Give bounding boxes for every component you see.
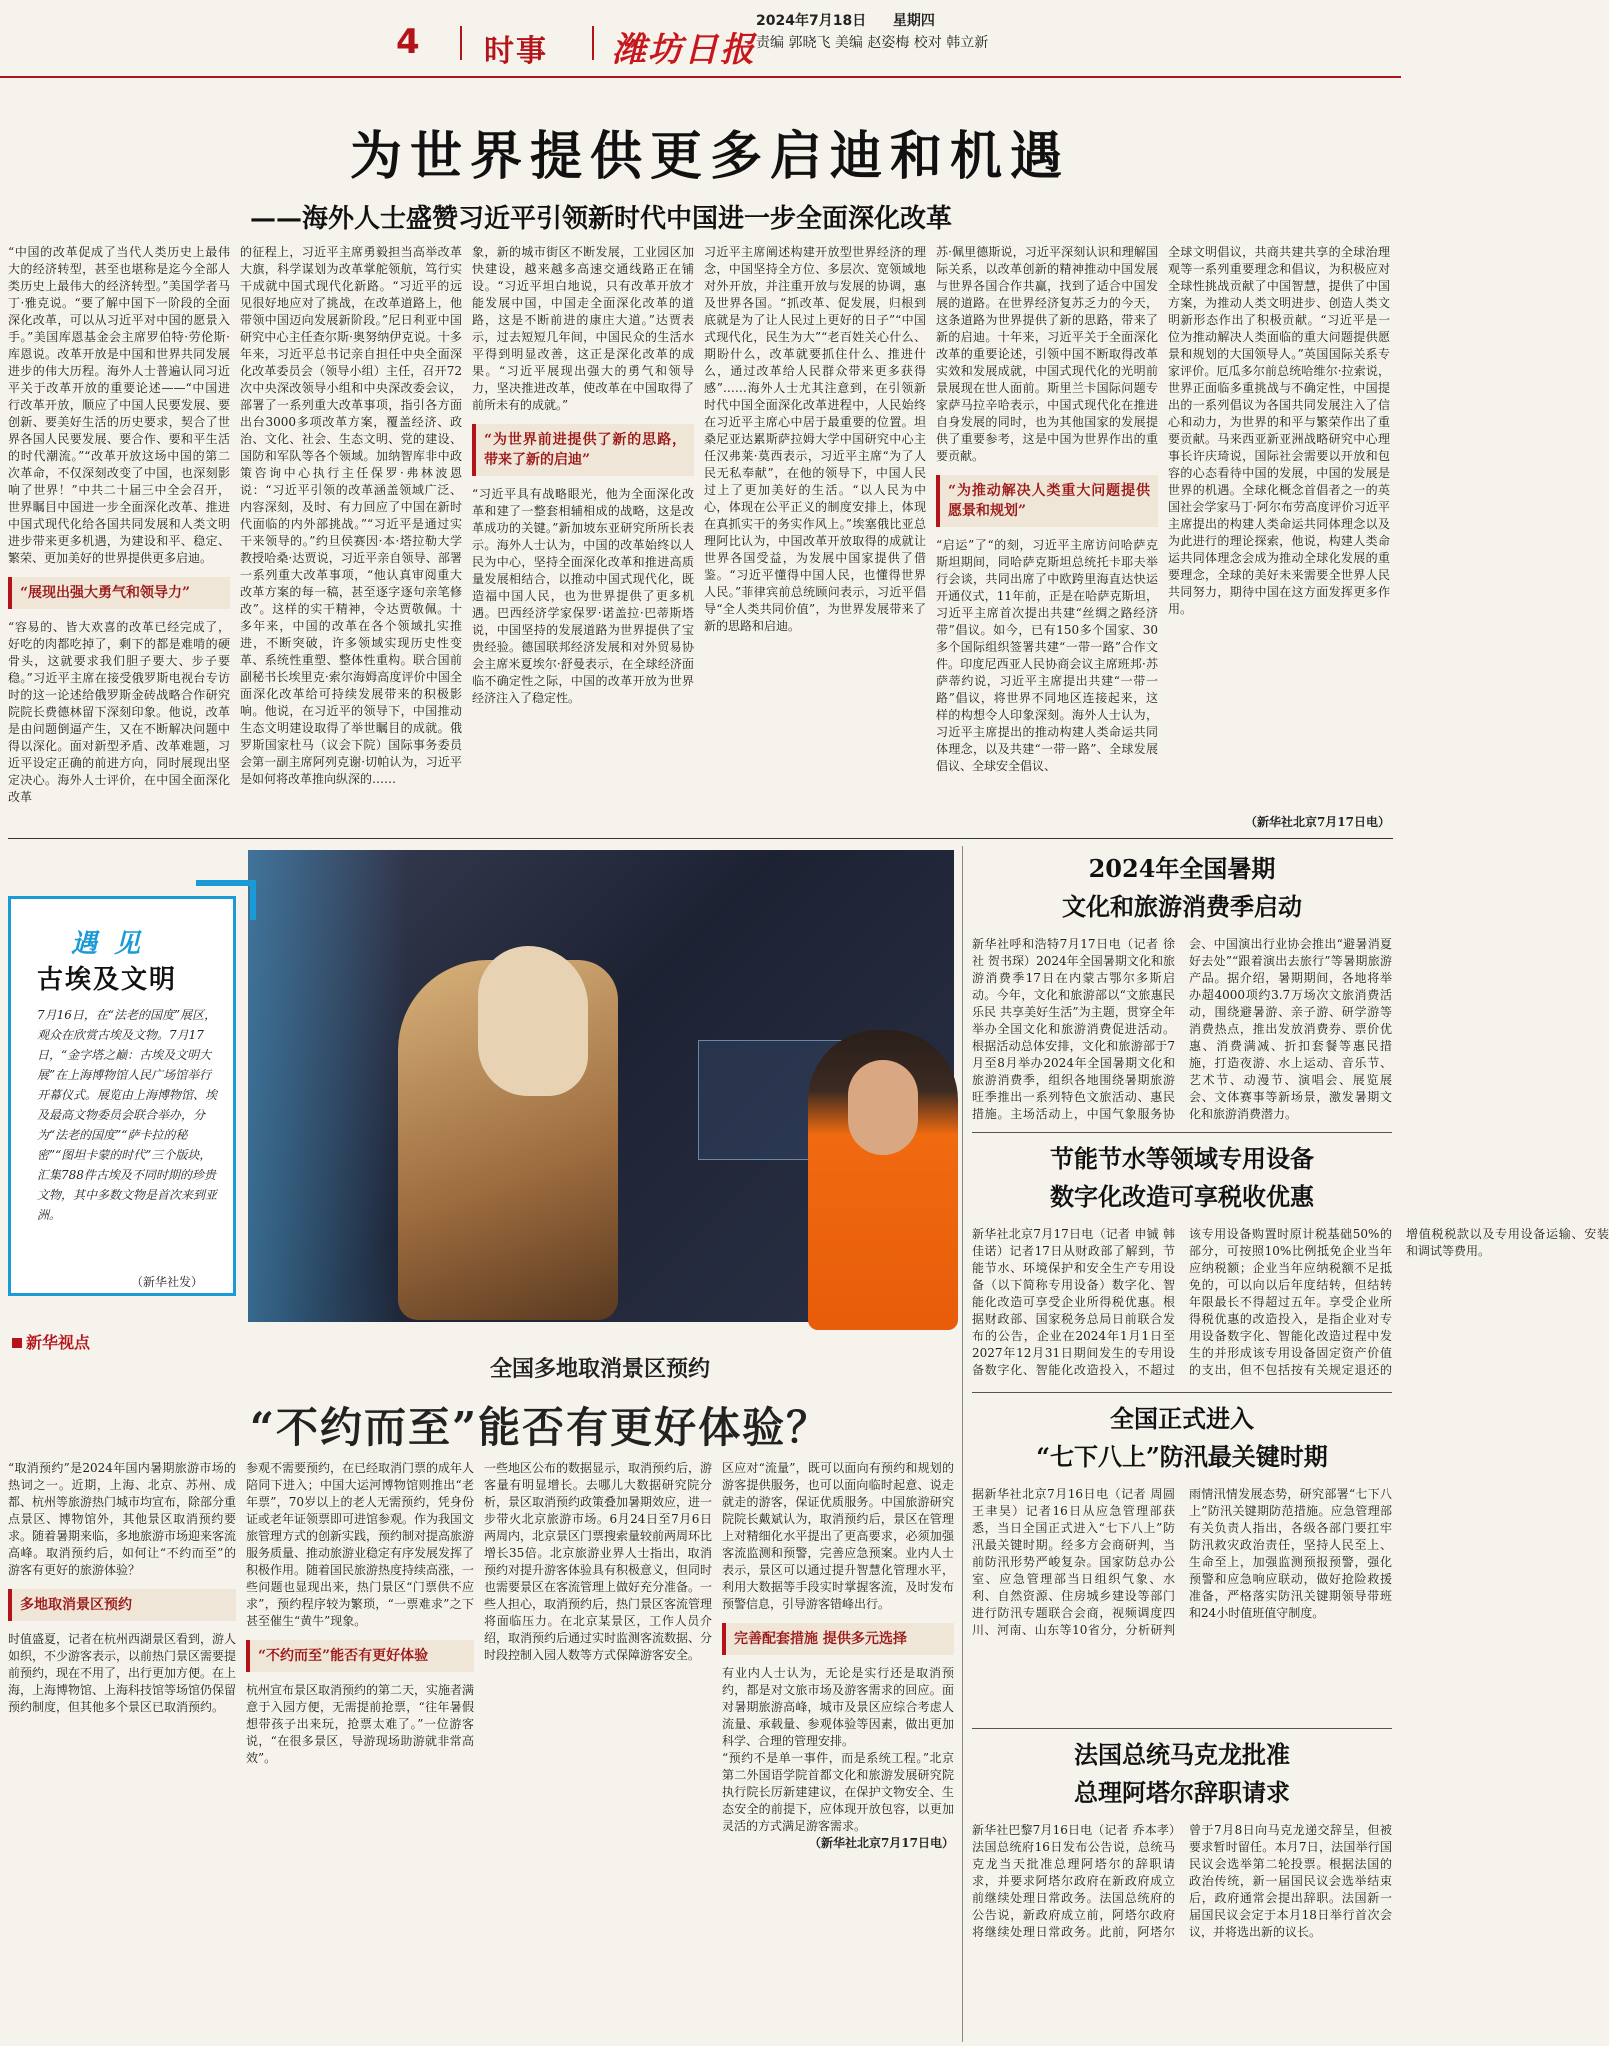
right-article-4-title <box>972 1736 1392 1812</box>
main-headline: 为世界提供更多启迪和机遇 <box>349 126 1070 187</box>
main-article-col-2 <box>240 244 462 814</box>
card-kicker: 遇 见 <box>71 929 145 959</box>
paragraph: 象，新的城市街区不断发展，工业园区加快建设，越来越多高速交通线路正在铺设。“习近平坦白地说，只有改革开放才能发展中国，中国走全面深化改革的道路，这是不断前进的康庄大道。”达贾表示，过去短短几年间，中国民众的生活水平得到明显改善，这正是深化改革的成果。“习近平展现出强大的勇气和领导力，坚决推进改革，使改革在中国取得了前所未有的成就。” <box>472 245 694 412</box>
paragraph: “取消预约”是2024年国内暑期旅游市场的热词之一。近期，上海、北京、苏州、成都、杭州等旅游热门城市均宣布，除部分重点景区、博物馆外，其他景区取消预约要求。随着暑期来临，多地旅游市场迎来客流高峰。取消预约后，如何让“不约而至”的游客有更好的旅游体验？ <box>8 1461 237 1577</box>
column-divider <box>962 846 963 2042</box>
right-article-2-title <box>972 1140 1392 1216</box>
title-line: 法国总统马克龙批准 <box>1074 1740 1290 1769</box>
paragraph: 参观不需要预约，在已经取消门票的成年人陪同下进入；中国大运河博物馆则推出“老年票”，70岁以上的老人无需预约，凭身份证或老年证领票即可进馆参观。作为我国文旅管理方式的创新实践，预约制对提高旅游服务质量、推动旅游业稳定有序发展发挥了积极作用。随着国民旅游热度持续高涨，一些问题也显现出来，热门景区“门票供不应求”，预约程序较为繁琐，“一票难求”之下甚至催生“黄牛”现象。 <box>246 1461 475 1628</box>
article-divider <box>972 1728 1392 1729</box>
article-divider <box>972 1392 1392 1393</box>
xinhua-col-1 <box>8 1460 236 2040</box>
masthead-divider <box>460 26 462 60</box>
right-article-3-body: 据新华社北京7月16日电（记者 周圆 王聿昊）记者16日从应急管理部获悉，当日全国正式进入“七下八上”防汛最关键时期。经多方会商研判，当前防汛形势严峻复杂。国家防总办公室、应急管理部当日组织气象、水利、自然资源、住房城乡建设等部门进行防汛专题联合会商，视频调度四川、河南、山东等10省分，分析研判雨情汛情发展态势，研究部署“七下八上”防汛关键期防范措施。应急管理部有关负责人指出，各级各部门要扛牢防汛救灾政治责任，坚持人民至上、生命至上，加强监测预报预警，强化预警和应急响应联动，做好抢险救援准备，严格落实防汛关键期领导带班和24小时值班值守制度。 <box>972 1487 1392 1637</box>
xinhua-col-3 <box>484 1460 712 2040</box>
article-divider <box>972 1132 1392 1133</box>
right-article-1-body: 新华社呼和浩特7月17日电（记者 徐社 贺书琛）2024年全国暑期文化和旅游消费季17日在内蒙古鄂尔多斯启动。今年，文化和旅游部以“文旅惠民乐民 共享美好生活”为主题，贯穿全年举办全国文化和旅游消费促进活动。根据活动总体安排，文化和旅游部于7月至8月举办2024年全国暑期文化和旅游消费季，组织各地围绕暑期旅游旺季推出一系列特色文旅活动、惠民措施。主场活动上，中国气象服务协会、中国演出行业协会推出“避暑消夏好去处”“跟着演出去旅行”等暑期旅游产品。据介绍，暑期期间，各地将举办超4000项约3.7万场次文旅消费活动，围绕避暑游、亲子游、研学游等消费热点，推出发放消费券、票价优惠、消费满减、折扣套餐等惠民措施，打造夜游、水上运动、音乐节、艺术节、动漫节、演唱会、展览展会、文体赛事等新场景，激发暑期文化和旅游消费潜力。 <box>972 937 1392 1121</box>
paragraph: “习近平具有战略眼光，他为全面深化改革和建了一整套相辅相成的战略，这是改革成功的关键。”新加坡东亚研究所所长表示。海外人士认为，中国的改革始终以人民为中心，坚持全面深化改革和推进高质量发展相结合，以推动中国式现代化，既造福中国人民，也为世界提供了更多机遇。巴西经济学家保罗·诺盖拉·巴蒂斯塔说，中国坚持的发展道路为世界提供了宝贵经验。德国联邦经济发展和对外贸易协会主席米夏埃尔·舒曼表示，在全球经济面临不确定性之际，中国的改革开放为世界经济注入了稳定性。 <box>472 487 694 705</box>
paragraph: “容易的、皆大欢喜的改革已经完成了，好吃的肉都吃掉了，剩下的都是难啃的硬骨头，这就要求我们胆子要大、步子要稳。”习近平主席在接受俄罗斯电视台专访时的这一论述给俄罗斯金砖战略合作研究院院长费德林留下深刻印象。他说，改革是由问题倒逼产生，又在不断解决问题中得以深化。面对新型矛盾、改革难题，习近平设定正确的前进方向，同时展现出坚定决心。海外人士评价，在中国全面深化改革 <box>8 620 230 804</box>
title-line: 2024年全国暑期 <box>1088 854 1276 883</box>
title-line: 文化和旅游消费季启动 <box>1062 892 1302 921</box>
title-line: 全国正式进入 <box>1110 1404 1254 1433</box>
issue-weekday: 星期四 <box>892 13 935 29</box>
title-line: 数字化改造可享税收优惠 <box>1050 1182 1314 1211</box>
main-article-col-4 <box>704 244 926 814</box>
subheading: “为推动解决人类重大问题提供愿景和规划” <box>936 475 1158 527</box>
subheading: “为世界前进提供了新的思路，带来了新的启迪” <box>472 424 694 476</box>
main-article-col-1 <box>8 244 230 814</box>
subheading: “不约而至”能否有更好体验 <box>246 1640 474 1672</box>
photo-egyptian-exhibition <box>248 850 954 1322</box>
main-article-col-3 <box>472 244 694 814</box>
paragraph: 全球文明倡议，共商共建共享的全球治理观等一系列重要理念和倡议，为积极应对全球性挑战贡献了中国智慧，提供了中国方案，为推动人类文明进步、创造人类文明新形态作出了积极贡献。“习近平是一位为推动解决人类面临的重大问题提供愿景和规划的大国领导人。”英国国际关系专家评价。厄瓜多尔前总统哈维尔·拉索说，世界正面临多重挑战与不确定性，中国提出的一系列倡议为各国共同发展注入了信心和动力，为世界的和平与繁荣作出了重要贡献。马来西亚新亚洲战略研究中心理事长许庆琦说，国际社会需要以开放和包容的心态看待中国的发展，中国的发展是世界的机遇。全球化概念首倡者之一的英国社会学家马丁·阿尔布劳高度评价习近平主席提出的构建人类命运共同体理念以及为此进行的理论探索，他说，构建人类命运共同体理念会成为推动全球化发展的重要理念，全球的美好未来需要全世界人民共同努力，期待中国在这方面发挥更多作用。 <box>1168 245 1390 616</box>
right-article-3-title <box>972 1400 1392 1476</box>
masthead-divider <box>592 26 594 60</box>
feature-card <box>8 896 236 1296</box>
xinhua-byline: （新华社北京7月17日电） <box>808 1836 954 1850</box>
xinhua-col-4 <box>722 1460 954 2040</box>
paper-name-logo: 潍坊日报 <box>612 30 756 70</box>
masthead <box>0 0 1401 78</box>
paragraph: 习近平主席阐述构建开放型世界经济的理念，中国坚持全方位、多层次、宽领域地对外开放，并注重开放与发展的协调，惠及世界各国。“抓改革、促发展，归根到底就是为了让人民过上更好的日子”“中国式现代化，民生为大”“老百姓关心什么、期盼什么，改革就要抓住什么、推进什么，通过改革给人民群众带来更多获得感”……海外人士尤其注意到，在引领新时代中国全面深化改革进程中，人民始终在习近平主席心中居于最重要的位置。坦桑尼亚达累斯萨拉姆大学中国研究中心主任汉弗莱·莫西表示，习近平主席“为了人民无私奉献”，在他的领导下，中国人民过上了更加美好的生活。“以人民为中心，体现在公平正义的制度安排上，体现在真抓实干的务实作风上。”埃塞俄比亚总理阿比认为，中国改革开放取得的成就让世界各国受益，为发展中国家提供了借鉴。“习近平懂得中国人民，也懂得世界人民。”菲律宾前总统顾问表示，习近平倡导“全人类共同价值”，为世界发展带来了新的思路和启迪。 <box>704 245 926 633</box>
subheading: “展现出强大勇气和领导力” <box>8 577 230 609</box>
main-article-col-6 <box>1168 244 1390 814</box>
main-subheadline: ——海外人士盛赞习近平引领新时代中国进一步全面深化改革 <box>250 204 953 234</box>
xinhua-kicker: 全国多地取消景区预约 <box>489 1356 710 1382</box>
title-line: 总理阿塔尔辞职请求 <box>1074 1778 1290 1807</box>
masthead-info <box>756 10 988 54</box>
subheading: 完善配套措施 提供多元选择 <box>722 1623 954 1655</box>
paragraph: “中国的改革促成了当代人类历史上最伟大的经济转型，甚至也堪称是迄今全部人类历史上最伟大的经济转型。”美国学者马丁·雅克说。“要了解中国下一阶段的全面深化改革，可以从习近平对中国的愿景入手。”美国库恩基金会主席罗伯特·劳伦斯·库恩说。改革开放是中国和世界共同发展进步的伟大历程。海外人士普遍认同习近平关于改革开放的重要论述——“中国进行改革开放，顺应了中国人民要发展、要创新、要美好生活的历史要求，契合了世界各国人民要发展、要合作、要和平生活的时代潮流。”“改革开放这场中国的第二次革命，不仅深刻改变了中国，也深刻影响了世界！”中共二十届三中全会召开，世界瞩目中国进一步全面深化改革、推进中国式现代化给各国共同发展和人类文明进步带来更多机遇，为建设和平、稳定、繁荣、更加美好的世界提供更多启迪。 <box>8 245 230 565</box>
editors-line: 责编 郭晓飞 美编 赵姿梅 校对 韩立新 <box>756 35 989 51</box>
paragraph: 的征程上，习近平主席勇毅担当高举改革大旗，科学谋划为改革掌舵领航，笃行实干成就中国式现代化新路。“习近平的远见很好地应对了挑战，在改革道路上，他带领中国迈向发展新阶段。”尼日利亚中国研究中心主任查尔斯·奥努纳伊克说。十多年来，习近平总书记亲自担任中央全面深化改革委员会（领导小组）主任，召开72次中央深改领导小组和中央深改委会议，部署了一系列重大改革事项，指引各方面出台3000多项改革方案，覆盖经济、政治、文化、社会、生态文明、党的建设、国防和军队等各个领域。加纳智库非中政策咨询中心执行主任保罗·弗林波恩说：“习近平引领的改革涵盖领域广泛、内容深刻，及时、有力回应了中国在新时代面临的内外部挑战。”“习近平是通过实干来领导的。”约旦侯赛因·本·塔拉勒大学教授哈桑·达贾说，习近平亲自领导、部署一系列重大改革事项，“他认真审阅重大改革方案的每一稿，甚至逐字逐句亲笔修改”。这样的实干精神，令达贾敬佩。十多年来，中国的改革在各个领域扎实推进，不断突破，许多领域实现历史性变革、系统性重塑、整体性重构。联合国前副秘书长埃里克·索尔海姆高度评价中国全面深化改革给可持续发展带来的积极影响。他说，在习近平的领导下，中国推动生态文明建设取得了举世瞩目的成就。俄罗斯国家杜马（议会下院）国际事务委员会第一副主席阿列克谢·切帕认为，习近平是如何将改革推向纵深的…… <box>240 245 462 786</box>
paragraph: “启运”了“的刻，习近平主席访问哈萨克斯坦期间，同哈萨克斯坦总统托卡耶夫举行会谈，共同出席了中欧跨里海直达快运开通仪式，11年前，正是在哈萨克斯坦，习近平主席首次提出共建“丝绸之路经济带”倡议。如今，已有150多个国家、30多个国际组织签署共建“一带一路”合作文件。印度尼西亚人民协商会议主席班邦·苏萨蒂约说，习近平主席提出共建“一带一路”倡议，将世界不同地区连接起来，这样的构想令人印象深刻。海外人士认为，习近平主席提出的推动构建人类命运共同体理念，以及共建“一带一路”、全球发展倡议、全球安全倡议、 <box>936 538 1158 773</box>
main-article-byline: （新华社北京7月17日电） <box>1244 815 1390 829</box>
card-body: 7月16日，在“法老的国度”展区，观众在欣赏古埃及文物。7月17日，“金字塔之巅：古埃及文明大展”在上海博物馆人民广场馆举行开幕仪式。展览由上海博物馆、埃及最高文物委员会联合举办，分为“法老的国度”“萨卡拉的秘密”“图坦卡蒙的时代”三个版块，汇集788件古埃及不同时期的珍贵文物，其中多数文物是首次来到亚洲。 <box>37 1008 218 1222</box>
right-article-2-body: 新华社北京7月17日电（记者 申铖 韩佳诺）记者17日从财政部了解到，节能节水、环境保护和安全生产专用设备（以下简称专用设备）数字化、智能化改造可享受企业所得税优惠。根据财政部、国家税务总局日前联合发布的公告，企业在2024年1月1日至2027年12月31日期间发生的专用设备数字化、智能化改造投入，不超过该专用设备购置时原计税基础50%的部分，可按照10%比例抵免企业当年应纳税额；企业当年应纳税额不足抵免的，可以向以后年度结转，但结转年限最长不得超过五年。享受企业所得税优惠的改造投入，是指企业对专用设备数字化、智能化改造过程中发生的并形成该专用设备固定资产价值的支出，但不包括按有关规定退还的增值税税款以及专用设备运输、安装和调试等费用。 <box>972 1227 1609 1377</box>
right-article-4-body: 新华社巴黎7月16日电（记者 乔本孝）法国总统府16日发布公告说，总统马克龙当天批准总理阿塔尔的辞职请求，并要求阿塔尔政府在新政府成立前继续处理日常政务。法国总统府的公告说，新政府成立前，阿塔尔政府将继续处理日常政务。此前，阿塔尔曾于7月8日向马克龙递交辞呈，但被要求暂时留任。本月7日，法国举行国民议会选举第二轮投票。根据法国的政治传统，新一届国民议会选举结束后，政府通常会提出辞职。法国新一届国民议会定于本月18日举行首次会议，并将选出新的议长。 <box>972 1823 1392 1939</box>
paragraph: 苏·佩里德斯说，习近平深刻认识和理解国际关系，以改革创新的精神推动中国发展与世界各国合作共赢，找到了适合中国发展的道路。在世界经济复苏乏力的今天，这条道路为世界提供了新的思路，带来了新的启迪。十年来，习近平关于全面深化改革的重要论述，引领中国不断取得改革实效和发展成就，中国式现代化的光明前景展现在世人面前。斯里兰卡国际问题专家萨马拉辛哈表示，中国式现代化在推进自身发展的同时，也为其他国家的发展提供了重要参考，这是中国为世界作出的重要贡献。 <box>936 245 1158 463</box>
section-divider <box>8 838 1393 839</box>
paragraph: 时值盛夏，记者在杭州西湖景区看到，游人如织，不少游客表示，以前热门景区需要提前预约，现在不用了，出行更加方便。在上海，上海博物馆、上海科技馆等场馆仍保留预约制度，但其他多个景区已取消预约。 <box>8 1632 237 1714</box>
issue-date: 2024年7月18日 <box>756 13 867 29</box>
xinhua-col-2 <box>246 1460 474 2040</box>
paragraph: 一些地区公布的数据显示，取消预约后，游客量有明显增长。去哪儿大数据研究院分析，景区取消预约政策叠加暑期效应，进一步带火北京旅游市场。6月24日至7月6日两周内，北京景区门票搜索量较前两周环比增长35倍。北京旅游业界人士指出，取消预约对提升游客体验具有积极意义，但同时也需要景区在客流管理上做好充分准备。一些人担心，取消预约后，热门景区客流管理将面临压力。在北京某景区，工作人员介绍，取消预约后通过实时监测客流数据、分时段控制入园人数等方式保障游客安全。 <box>484 1461 713 1662</box>
card-credit: （新华社发） <box>131 1275 204 1289</box>
paragraph: 有业内人士认为，无论是实行还是取消预约，都是对文旅市场及游客需求的回应。面对暑期旅游高峰，城市及景区应综合考虑人流量、承载量、参观体验等因素，做出更加科学、合理的管理安排。 <box>722 1666 954 1748</box>
section-name: 时事 <box>484 34 548 69</box>
xinhua-section-tag: 新华视点 <box>12 1330 90 1353</box>
subheading: 多地取消景区预约 <box>8 1589 236 1621</box>
xinhua-headline: “不约而至”能否有更好体验？ <box>249 1403 831 1452</box>
card-title: 古埃及文明 <box>37 965 178 995</box>
paragraph: 杭州宣布景区取消预约的第二天，实施者满意于入园方便，无需提前抢票，“往年暑假想带孩子出来玩，抢票太难了。”一位游客说，“在很多景区，导游现场助游就非常高效”。 <box>246 1683 475 1765</box>
right-article-1-title <box>972 850 1392 926</box>
title-line: 节能节水等领域专用设备 <box>1050 1144 1314 1173</box>
page-number: 4 <box>396 22 420 62</box>
title-line: “七下八上”防汛最关键时期 <box>1036 1442 1328 1471</box>
paragraph: 区应对“流量”，既可以面向有预约和规划的游客提供服务，也可以面向临时起意、说走就走的游客，保证优质服务。中国旅游研究院院长戴斌认为，取消预约后，景区在管理上对精细化水平提出了更高要求，必须加强客流监测和预警，完善应急预案。业内人士表示，景区可以通过提升智慧化管理水平，利用大数据等手段实时掌握客流，及时发布预警信息，引导游客错峰出行。 <box>722 1461 954 1611</box>
paragraph: “预约不是单一事件，而是系统工程。”北京第二外国语学院首都文化和旅游发展研究院执行院长厉新建建议，在保护文物安全、生态安全的前提下，应体现开放包容，以更加灵活的方式满足游客需求。 <box>722 1751 954 1833</box>
main-article-col-5 <box>936 244 1158 814</box>
